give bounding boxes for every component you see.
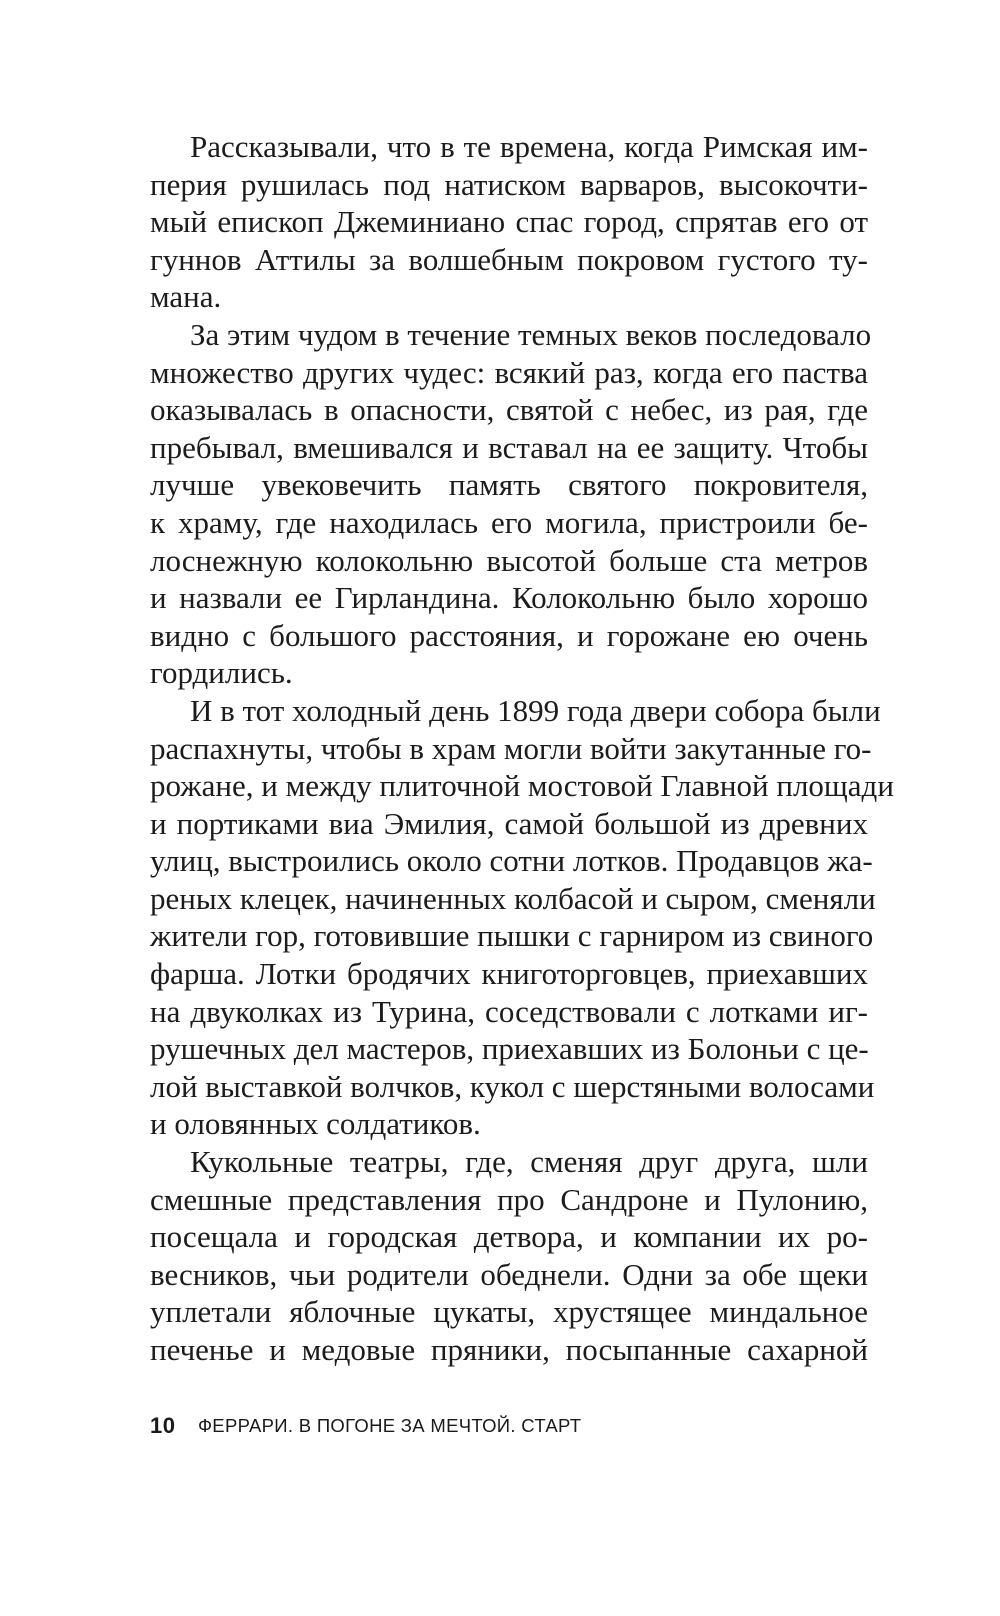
text-line: жители гор, готовившие пышки с гарниром из свиного (150, 918, 874, 954)
text-line: рожане, и между плиточной мостовой Главной площади (150, 768, 894, 804)
text-line: За этим чудом в течение темных веков последовало (190, 316, 872, 352)
text-line: гуннов Аттилы за волшебным покровом густого ту- (150, 241, 868, 277)
text-line: гордились. (150, 655, 293, 691)
text-line: перия рушилась под натиском варваров, высокочти- (150, 166, 868, 202)
paragraph-2 (150, 316, 872, 692)
paragraph-4 (150, 1143, 868, 1369)
text-line: на двуколках из Турина, соседствовали с лотками иг- (150, 993, 868, 1029)
paragraph-1 (150, 128, 868, 316)
text-line: мана. (150, 279, 222, 315)
text-line: печенье и медовые пряники, посыпанные сахарной (150, 1332, 868, 1367)
text-line: распахнуты, чтобы в храм могли войти закутанные го- (150, 730, 872, 766)
text-line: видно с большого расстояния, и горожане ею очень (150, 617, 868, 653)
text-line: множество других чудес: всякий раз, когда его паства (150, 354, 868, 390)
text-line: И в тот холодный день 1899 года двери собора были (190, 692, 881, 728)
paragraph-3 (150, 692, 894, 1143)
text-line: лой выставкой волчков, кукол с шерстяными волосами (150, 1068, 875, 1104)
text-line: оказывалась в опасности, святой с небес, из рая, где (150, 392, 868, 428)
text-line: и назвали ее Гирландина. Колокольню было хорошо (150, 580, 868, 616)
text-line: Рассказывали, что в те времена, когда Римская им- (190, 129, 868, 164)
text-line: посещала и городская детвора, и компании их ро- (150, 1219, 868, 1255)
text-line: Кукольные театры, где, сменяя друг друга, шли (190, 1144, 868, 1180)
body-text (150, 128, 894, 1369)
text-line: и оловянных солдатиков. (150, 1106, 481, 1142)
running-title: ФЕРРАРИ. В ПОГОНЕ ЗА МЕЧТОЙ. СТАРТ (197, 1415, 582, 1436)
text-line: пребывал, вмешивался и вставал на ее защиту. Чтобы (150, 429, 868, 465)
page-number: 10 (150, 1413, 176, 1438)
text-line: весников, чьи родители обеднели. Одни за обе щеки (150, 1256, 868, 1292)
text-line: реных клецек, начиненных колбасой и сыром, сменяли (150, 880, 876, 916)
text-line: смешные представления про Сандроне и Пулонию, (150, 1181, 868, 1217)
text-line: улиц, выстроились около сотни лотков. Продавцов жа- (150, 843, 873, 879)
text-line: рушечных дел мастеров, приехавших из Болоньи с це- (150, 1031, 869, 1067)
text-line: лучше увековечить память святого покровителя, (150, 467, 868, 503)
page-footer (150, 1413, 581, 1443)
text-line: мый епископ Джеминиано спас город, спрятав его от (150, 204, 868, 240)
text-line: к храму, где находилась его могила, пристроили бе- (150, 504, 868, 540)
text-line: уплетали яблочные цукаты, хрустящее миндальное (150, 1294, 868, 1330)
text-line: фарша. Лотки бродячих книготорговцев, приехавших (150, 956, 868, 992)
text-line: и портиками виа Эмилия, самой большой из древних (150, 805, 868, 841)
text-line: лоснежную колокольню высотой больше ста метров (150, 542, 868, 578)
